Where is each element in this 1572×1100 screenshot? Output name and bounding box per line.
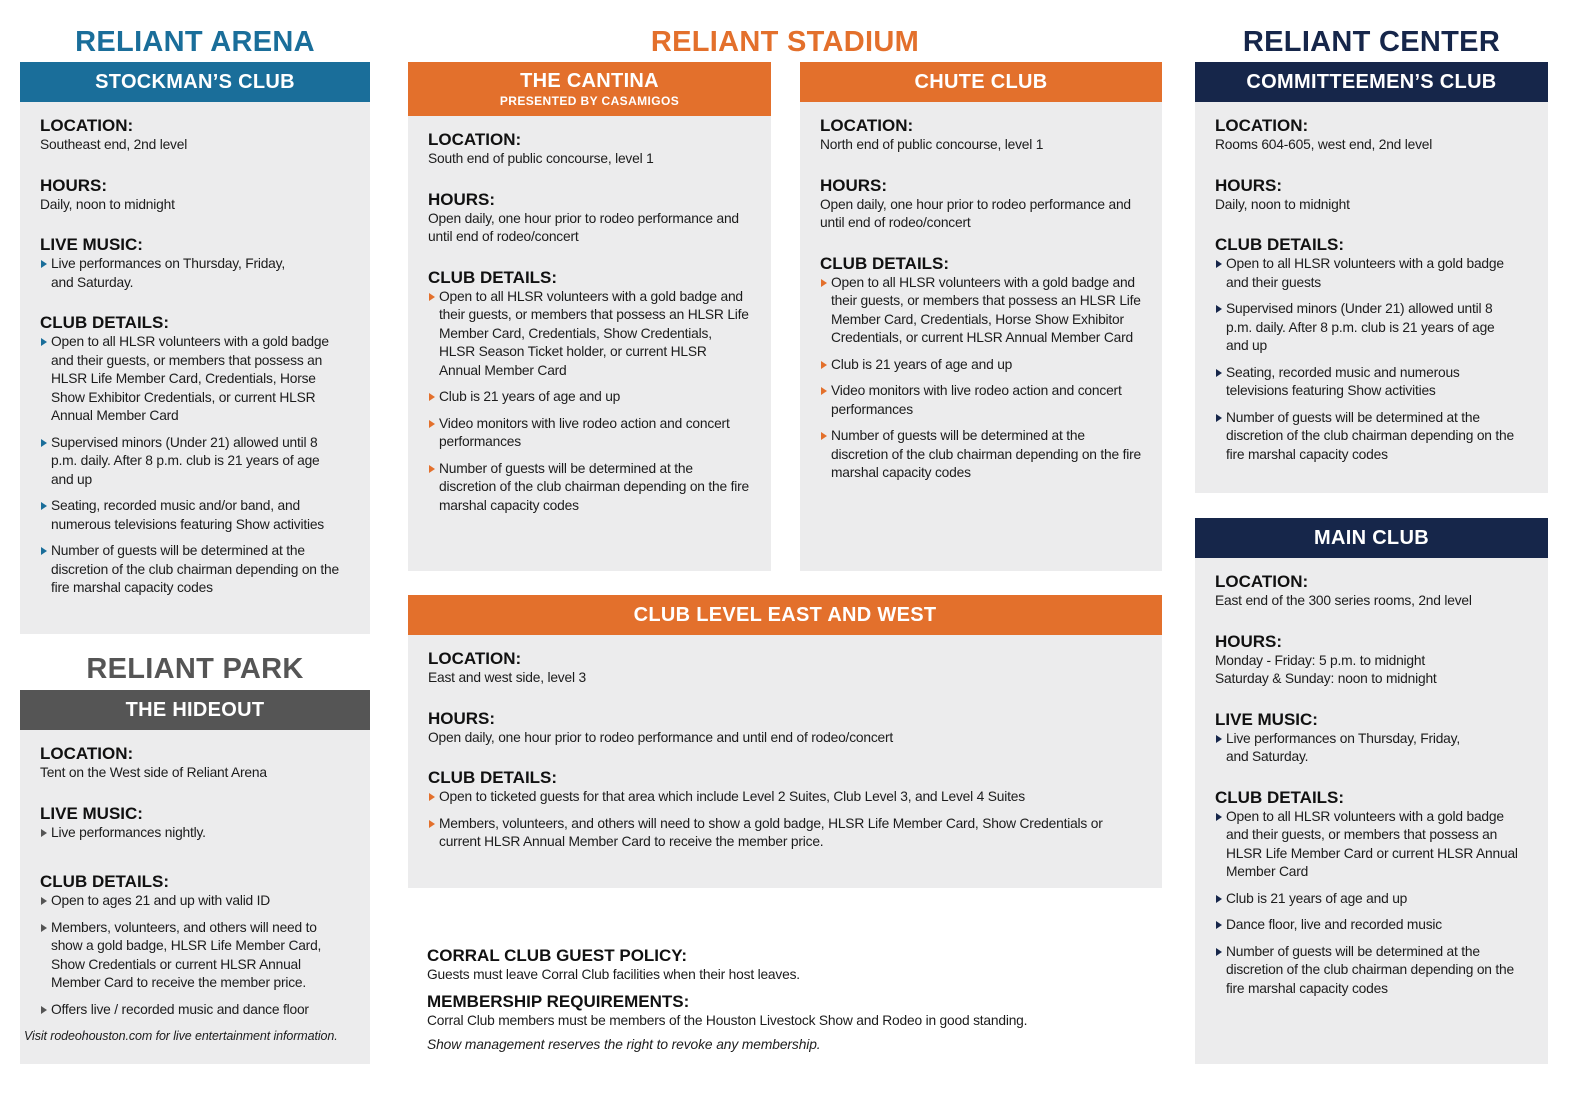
venue-title-center: RELIANT CENTER [1242, 26, 1501, 58]
corral-club-policy [427, 946, 1157, 1052]
list-item: Club is 21 years of age and up [820, 356, 1142, 375]
committeemens-club-card [1195, 62, 1548, 493]
venue-title-arena: RELIANT ARENA [75, 26, 315, 58]
club-details-heading: CLUB DETAILS: [428, 768, 558, 787]
list-item: Live performances on Thursday, Friday, and Saturday. [1215, 730, 1528, 767]
location-heading: LOCATION: [428, 649, 522, 668]
list-item: Number of guests will be determined at the discretion of the club chairman depending on the fire marshal capacity codes [820, 427, 1142, 483]
venue-title-park: RELIANT PARK [86, 653, 304, 685]
club-details-heading: CLUB DETAILS: [428, 267, 558, 287]
entertainment-note: Visit rodeohouston.com for live entertainment information. [24, 1029, 338, 1043]
list-item: Video monitors with live rodeo action and concert performances [428, 415, 751, 452]
location-text: Rooms 604-605, west end, 2nd level [1215, 137, 1433, 152]
location-text: East end of the 300 series rooms, 2nd level [1215, 593, 1472, 608]
club-name: STOCKMAN’S CLUB [95, 70, 295, 93]
list-item: Video monitors with live rodeo action and concert performances [820, 382, 1142, 419]
hours-heading: HOURS: [820, 175, 888, 195]
list-item: Open to ages 21 and up with valid ID [40, 892, 350, 911]
list-item: Dance floor, live and recorded music [1215, 916, 1528, 935]
club-name: MAIN CLUB [1314, 526, 1429, 549]
guest-policy-text: Guests must leave Corral Club facilities when their host leaves. [427, 967, 800, 982]
location-text: Tent on the West side of Reliant Arena [40, 765, 267, 780]
club-name: THE CANTINA [520, 70, 659, 92]
live-music-heading: LIVE MUSIC: [40, 235, 143, 254]
hours-heading: HOURS: [1215, 175, 1283, 195]
list-item: Club is 21 years of age and up [1215, 890, 1528, 909]
club-name: CHUTE CLUB [914, 70, 1048, 93]
hours-text: Open daily, one hour prior to rodeo performance and until end of rodeo/concert [428, 210, 739, 244]
card-header [1195, 518, 1548, 558]
location-text: South end of public concourse, level 1 [428, 151, 654, 166]
list-item: Offers live / recorded music and dance floor [40, 1001, 350, 1020]
hours-heading: HOURS: [1215, 631, 1283, 651]
main-club-card [1195, 518, 1548, 1064]
card-header [1195, 62, 1548, 102]
location-heading: LOCATION: [1215, 116, 1309, 135]
location-heading: LOCATION: [428, 130, 522, 149]
list-item: Supervised minors (Under 21) allowed until 8 p.m. daily. After 8 p.m. club is 21 years of age and up [40, 434, 350, 490]
list-item: Open to all HLSR volunteers with a gold badge and their guests, or members that possess an HLSR Life Member Card, Credentials, Show Credentials, HLSR Season Ticket holder, or current HLSR Annual Member Card [428, 288, 751, 381]
club-name: CLUB LEVEL EAST AND WEST [633, 603, 937, 626]
hours-text: Open daily, one hour prior to rodeo performance and until end of rodeo/concert [428, 729, 894, 745]
club-details-heading: CLUB DETAILS: [1215, 235, 1345, 254]
card-header [20, 690, 370, 730]
chute-club-card [800, 62, 1162, 571]
list-item: Number of guests will be determined at the discretion of the club chairman depending on the fire marshal capacity codes [1215, 943, 1528, 999]
list-item: Open to all HLSR volunteers with a gold badge and their guests, or members that possess an HLSR Life Member Card, Credentials, Horse Show Exhibitor Credentials, or current HLSR Annual Member Card [40, 333, 350, 426]
list-item: Members, volunteers, and others will need to show a gold badge, HLSR Life Member Card, Show Credentials or current HLSR Annual Member Card to receive the member price. [40, 919, 350, 993]
presented-by: PRESENTED BY CASAMIGOS [499, 94, 680, 108]
location-text: North end of public concourse, level 1 [820, 137, 1044, 152]
hours-text: Daily, noon to midnight [40, 196, 175, 212]
hours-heading: HOURS: [40, 175, 108, 195]
list-item: Number of guests will be determined at the discretion of the club chairman depending on the fire marshal capacity codes [428, 460, 751, 516]
club-details-heading: CLUB DETAILS: [40, 313, 170, 332]
club-details-heading: CLUB DETAILS: [820, 253, 950, 273]
card-header [800, 62, 1162, 102]
list-item: Seating, recorded music and/or band, and numerous televisions featuring Show activities [40, 497, 350, 534]
hours-text: Daily, noon to midnight [1215, 196, 1350, 212]
hours-heading: HOURS: [428, 189, 496, 209]
card-header [408, 62, 771, 116]
list-item: Number of guests will be determined at the discretion of the club chairman depending on the fire marshal capacity codes [1215, 409, 1528, 465]
club-name: COMMITTEEMEN’S CLUB [1246, 70, 1497, 93]
guest-policy-heading: CORRAL CLUB GUEST POLICY: [427, 946, 688, 965]
live-music-heading: LIVE MUSIC: [40, 803, 143, 823]
revoke-note: Show management reserves the right to revoke any membership. [427, 1037, 821, 1052]
location-heading: LOCATION: [1215, 572, 1309, 591]
cantina-card [408, 62, 771, 571]
hours-heading: HOURS: [428, 708, 496, 728]
card-header [20, 62, 370, 102]
list-item: Open to all HLSR volunteers with a gold badge and their guests [1215, 255, 1528, 292]
list-item: Number of guests will be determined at the discretion of the club chairman depending on the fire marshal capacity codes [40, 542, 350, 598]
venue-title-stadium: RELIANT STADIUM [650, 26, 920, 58]
list-item: Open to all HLSR volunteers with a gold badge and their guests, or members that possess an HLSR Life Member Card or current HLSR Annual Member Card [1215, 808, 1528, 882]
hideout-card [20, 690, 370, 1064]
location-text: East and west side, level 3 [428, 670, 586, 685]
location-heading: LOCATION: [820, 116, 914, 135]
list-item: Club is 21 years of age and up [428, 388, 751, 407]
club-details-heading: CLUB DETAILS: [1215, 787, 1345, 807]
club-level-card [408, 595, 1162, 888]
stockmans-club-card [20, 62, 370, 634]
list-item: Seating, recorded music and numerous televisions featuring Show activities [1215, 364, 1528, 401]
list-item: Open to ticketed guests for that area which include Level 2 Suites, Club Level 3, and Level 4 Suites [428, 788, 1142, 807]
club-details-heading: CLUB DETAILS: [40, 872, 170, 891]
list-item: Live performances on Thursday, Friday, and Saturday. [40, 255, 350, 292]
live-music-heading: LIVE MUSIC: [1215, 709, 1318, 729]
membership-heading: MEMBERSHIP REQUIREMENTS: [427, 991, 690, 1011]
hours-weekday: Monday - Friday: 5 p.m. to midnight [1215, 652, 1426, 668]
location-text: Southeast end, 2nd level [40, 137, 188, 152]
card-header [408, 595, 1162, 635]
list-item: Open to all HLSR volunteers with a gold badge and their guests, or members that possess an HLSR Life Member Card, Credentials, Horse Show Exhibitor Credentials, or current HLSR Annual Member Card [820, 274, 1142, 348]
membership-text: Corral Club members must be members of the Houston Livestock Show and Rodeo in good standing. [427, 1012, 1028, 1028]
hours-weekend: Saturday & Sunday: noon to midnight [1215, 671, 1437, 686]
location-heading: LOCATION: [40, 116, 134, 135]
list-item: Members, volunteers, and others will need to show a gold badge, HLSR Life Member Card, Show Credentials or current HLSR Annual Member Card to receive the member price. [428, 815, 1142, 852]
club-name: THE HIDEOUT [125, 698, 265, 721]
hours-text: Open daily, one hour prior to rodeo performance and until end of rodeo/concert [820, 196, 1131, 230]
list-item: Live performances nightly. [40, 824, 350, 843]
location-heading: LOCATION: [40, 744, 134, 763]
list-item: Supervised minors (Under 21) allowed until 8 p.m. daily. After 8 p.m. club is 21 years of age and up [1215, 300, 1528, 356]
